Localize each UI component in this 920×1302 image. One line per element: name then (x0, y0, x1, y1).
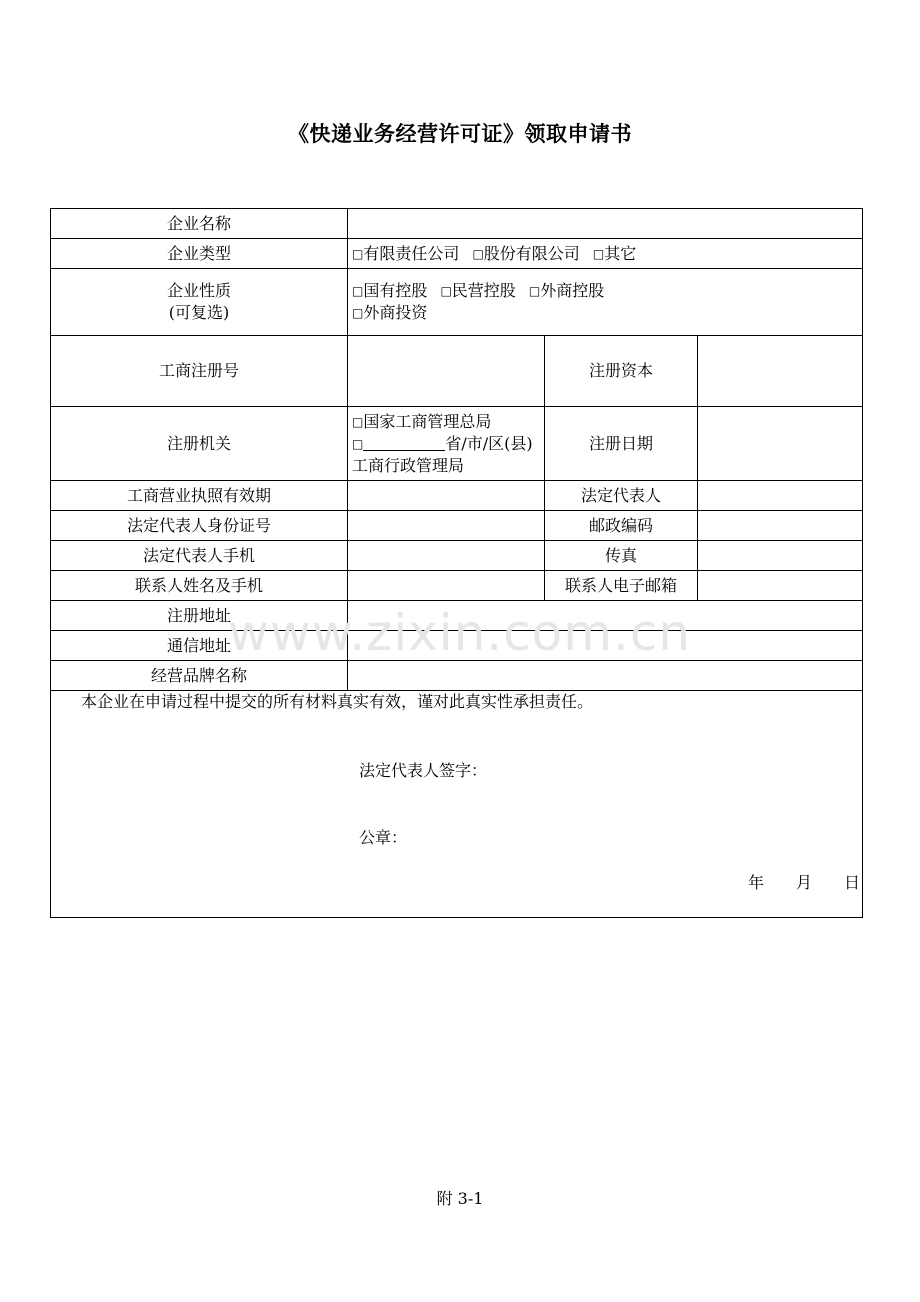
checkbox-icon[interactable]: □ (352, 246, 364, 261)
label-contact-name-mobile: 联系人姓名及手机 (51, 571, 348, 601)
label-company-nature: 企业性质 (可复选) (51, 269, 348, 336)
field-mail-address[interactable] (348, 631, 863, 661)
label-fax: 传真 (545, 541, 698, 571)
label-license-validity: 工商营业执照有效期 (51, 481, 348, 511)
day-label: 日 (844, 873, 861, 892)
field-brand-name[interactable] (348, 661, 863, 691)
row-mail-address (51, 631, 863, 661)
field-reg-number[interactable] (348, 336, 545, 407)
label-legal-rep-id: 法定代表人身份证号 (51, 511, 348, 541)
row-brand-name (51, 661, 863, 691)
row-reg-number (51, 336, 863, 407)
field-legal-rep-mobile[interactable] (348, 541, 545, 571)
declaration-statement: 本企业在申请过程中提交的所有材料真实有效，谨对此真实性承担责任。 (81, 692, 594, 711)
checkbox-icon[interactable]: □ (440, 284, 452, 298)
company-nature-option[interactable]: □民营控股 (440, 281, 516, 300)
field-reg-date[interactable] (698, 407, 863, 481)
label-brand-name: 经营品牌名称 (51, 661, 348, 691)
field-legal-rep[interactable] (698, 481, 863, 511)
signature-label: 法定代表人签字： (359, 761, 488, 780)
field-company-name[interactable] (348, 209, 863, 239)
declaration-cell (51, 691, 863, 918)
company-nature-option[interactable]: □外商控股 (528, 281, 605, 300)
seal-label: 公章： (359, 828, 408, 847)
application-form-table (50, 208, 863, 918)
page-footer: 附 3-1 (436, 1189, 484, 1208)
field-contact-name-mobile[interactable] (348, 571, 545, 601)
reg-authority-options: □国家工商管理总局 □ 省/市/区(县) 工商行政管理局 (348, 407, 545, 481)
company-type-option[interactable]: □股份有限公司 (472, 243, 580, 263)
watermark: www.zixin.com.cn (228, 604, 692, 662)
label-mail-address: 通信地址 (51, 631, 348, 661)
checkbox-icon[interactable]: □ (352, 436, 364, 451)
date-line (748, 872, 860, 894)
checkbox-icon[interactable]: □ (352, 414, 364, 429)
label-company-name: 企业名称 (51, 209, 348, 239)
row-company-nature (51, 269, 863, 336)
company-type-option[interactable]: □有限责任公司 (352, 243, 460, 263)
label-contact-email: 联系人电子邮箱 (545, 571, 698, 601)
label-reg-date: 注册日期 (545, 407, 698, 481)
page-title: 《快递业务经营许可证》领取申请书 (288, 122, 632, 146)
field-contact-email[interactable] (698, 571, 863, 601)
label-reg-number: 工商注册号 (51, 336, 348, 407)
field-reg-capital[interactable] (698, 336, 863, 407)
row-license-validity (51, 481, 863, 511)
field-license-validity[interactable] (348, 481, 545, 511)
checkbox-icon[interactable]: □ (528, 284, 541, 298)
row-reg-authority (51, 407, 863, 481)
row-company-name (51, 209, 863, 239)
row-legal-rep-id (51, 511, 863, 541)
row-company-type (51, 239, 863, 269)
company-nature-options (348, 269, 863, 336)
month-label: 月 (796, 873, 813, 892)
row-declaration (51, 691, 863, 918)
authority-option-local[interactable]: □ 省/市/区(县) (352, 433, 533, 453)
year-label: 年 (748, 873, 765, 892)
field-postal-code[interactable] (698, 511, 863, 541)
company-nature-option[interactable]: □外商投资 (352, 303, 428, 322)
label-postal-code: 邮政编码 (545, 511, 698, 541)
company-type-options (348, 239, 863, 269)
label-reg-authority: 注册机关 (51, 407, 348, 481)
label-legal-rep-mobile: 法定代表人手机 (51, 541, 348, 571)
checkbox-icon[interactable]: □ (472, 246, 484, 261)
company-type-option[interactable]: □其它 (592, 243, 637, 263)
blank-underline[interactable] (363, 434, 445, 451)
row-contact (51, 571, 863, 601)
label-legal-rep: 法定代表人 (545, 481, 698, 511)
field-reg-address[interactable] (348, 601, 863, 631)
label-company-type: 企业类型 (51, 239, 348, 269)
label-reg-capital: 注册资本 (545, 336, 698, 407)
authority-option-national[interactable]: □国家工商管理总局 (352, 411, 492, 431)
label-reg-address: 注册地址 (51, 601, 348, 631)
row-legal-rep-mobile (51, 541, 863, 571)
checkbox-icon[interactable]: □ (592, 246, 605, 261)
row-reg-address (51, 601, 863, 631)
checkbox-icon[interactable]: □ (352, 306, 364, 320)
checkbox-icon[interactable]: □ (352, 284, 364, 298)
field-fax[interactable] (698, 541, 863, 571)
field-legal-rep-id[interactable] (348, 511, 545, 541)
company-nature-option[interactable]: □国有控股 (352, 281, 428, 300)
